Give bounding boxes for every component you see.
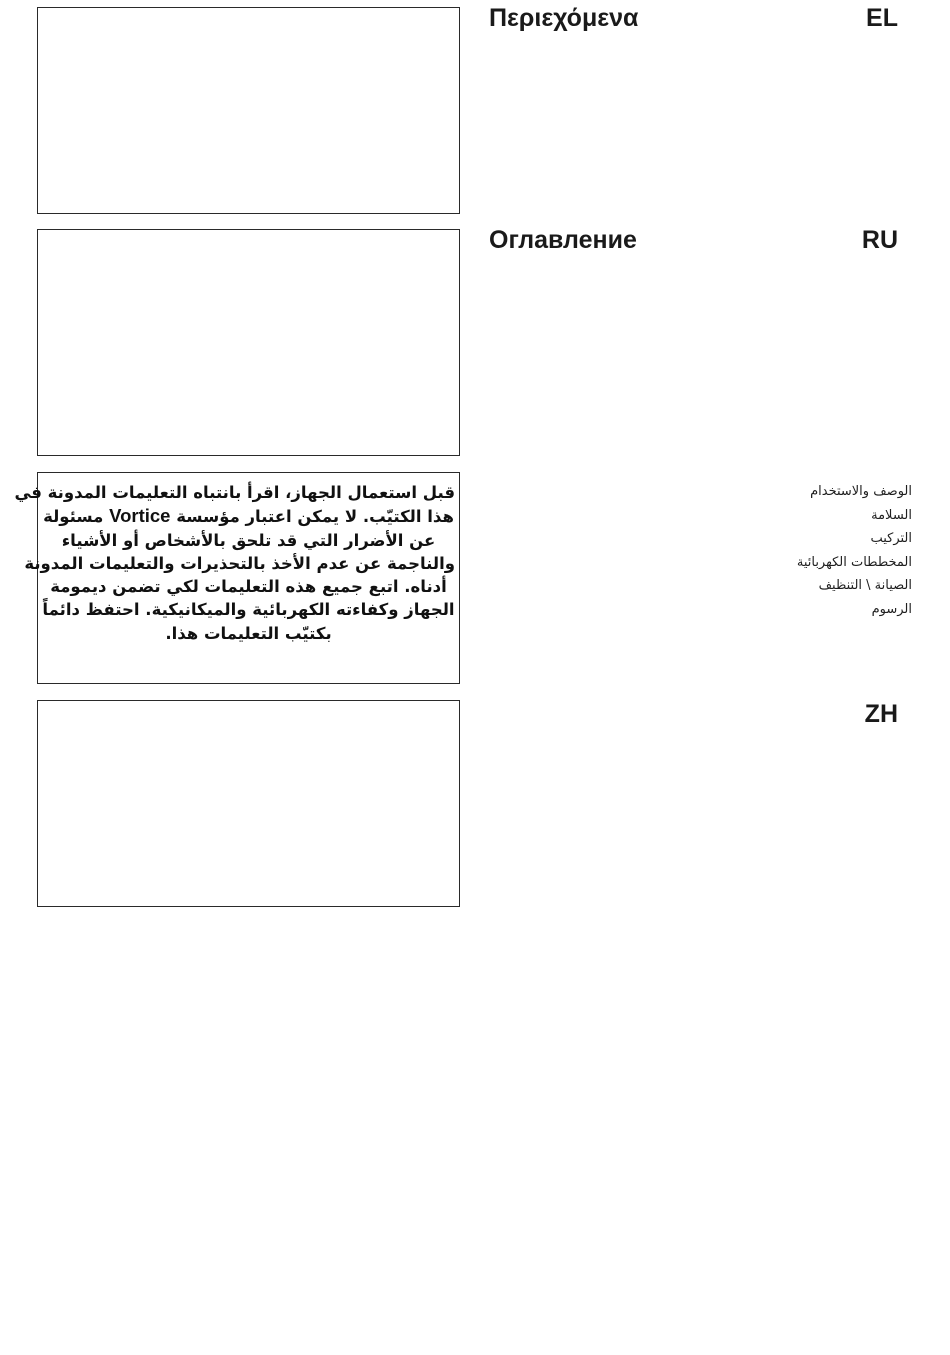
ar-notice-box	[14, 472, 460, 684]
zh-language-code: ZH	[864, 700, 898, 728]
ar-notice-line	[42, 504, 455, 528]
toc-item-maintenance-cleaning: الصيانة \ التنظيف	[818, 578, 912, 594]
brand-name: Vortice	[109, 505, 171, 527]
ar-notice-line: قبل استعمال الجهاز، اقرأ بانتباه التعليمات المدونة في	[14, 483, 455, 502]
el-contents-title: Περιεχόμενα	[489, 4, 639, 32]
toc-item-wiring-diagrams: المخططات الكهربائية	[796, 554, 912, 570]
ru-language-code: RU	[861, 226, 898, 254]
ar-notice-segment: هذا الكتيّب. لا يمكن اعتبار مؤسسة	[176, 507, 454, 527]
ru-contents-title: Оглавление	[489, 226, 637, 254]
toc-item-drawings: الرسوم	[871, 601, 912, 617]
ar-notice-line: الجهاز وكفاءته الكهربائية والميكانيكية. احتفظ دائماً	[42, 600, 455, 620]
ar-table-of-contents	[797, 480, 912, 622]
toc-item-safety: السلامة	[871, 507, 912, 523]
ar-notice-segment: مسئولة	[43, 507, 104, 527]
el-text-box	[37, 7, 460, 214]
ar-notice-text	[14, 473, 459, 645]
el-language-code: EL	[866, 4, 898, 32]
toc-item-installation: التركيب	[870, 531, 912, 547]
ru-text-box	[37, 229, 460, 456]
ar-notice-line: عن الأضرار التي قد تلحق بالأشخاص أو الأشياء	[61, 530, 436, 550]
ar-notice-line: بكتيّب التعليمات هذا.	[165, 623, 332, 643]
ar-notice-line: والناجمة عن عدم الأخذ بالتحذيرات والتعليمات المدونة	[24, 553, 455, 573]
zh-text-box	[37, 700, 460, 907]
ar-notice-line: أدناه. اتبع جميع هذه التعليمات لكي تضمن ديمومة	[50, 577, 447, 597]
toc-item-description-use: الوصف والاستخدام	[810, 484, 912, 499]
